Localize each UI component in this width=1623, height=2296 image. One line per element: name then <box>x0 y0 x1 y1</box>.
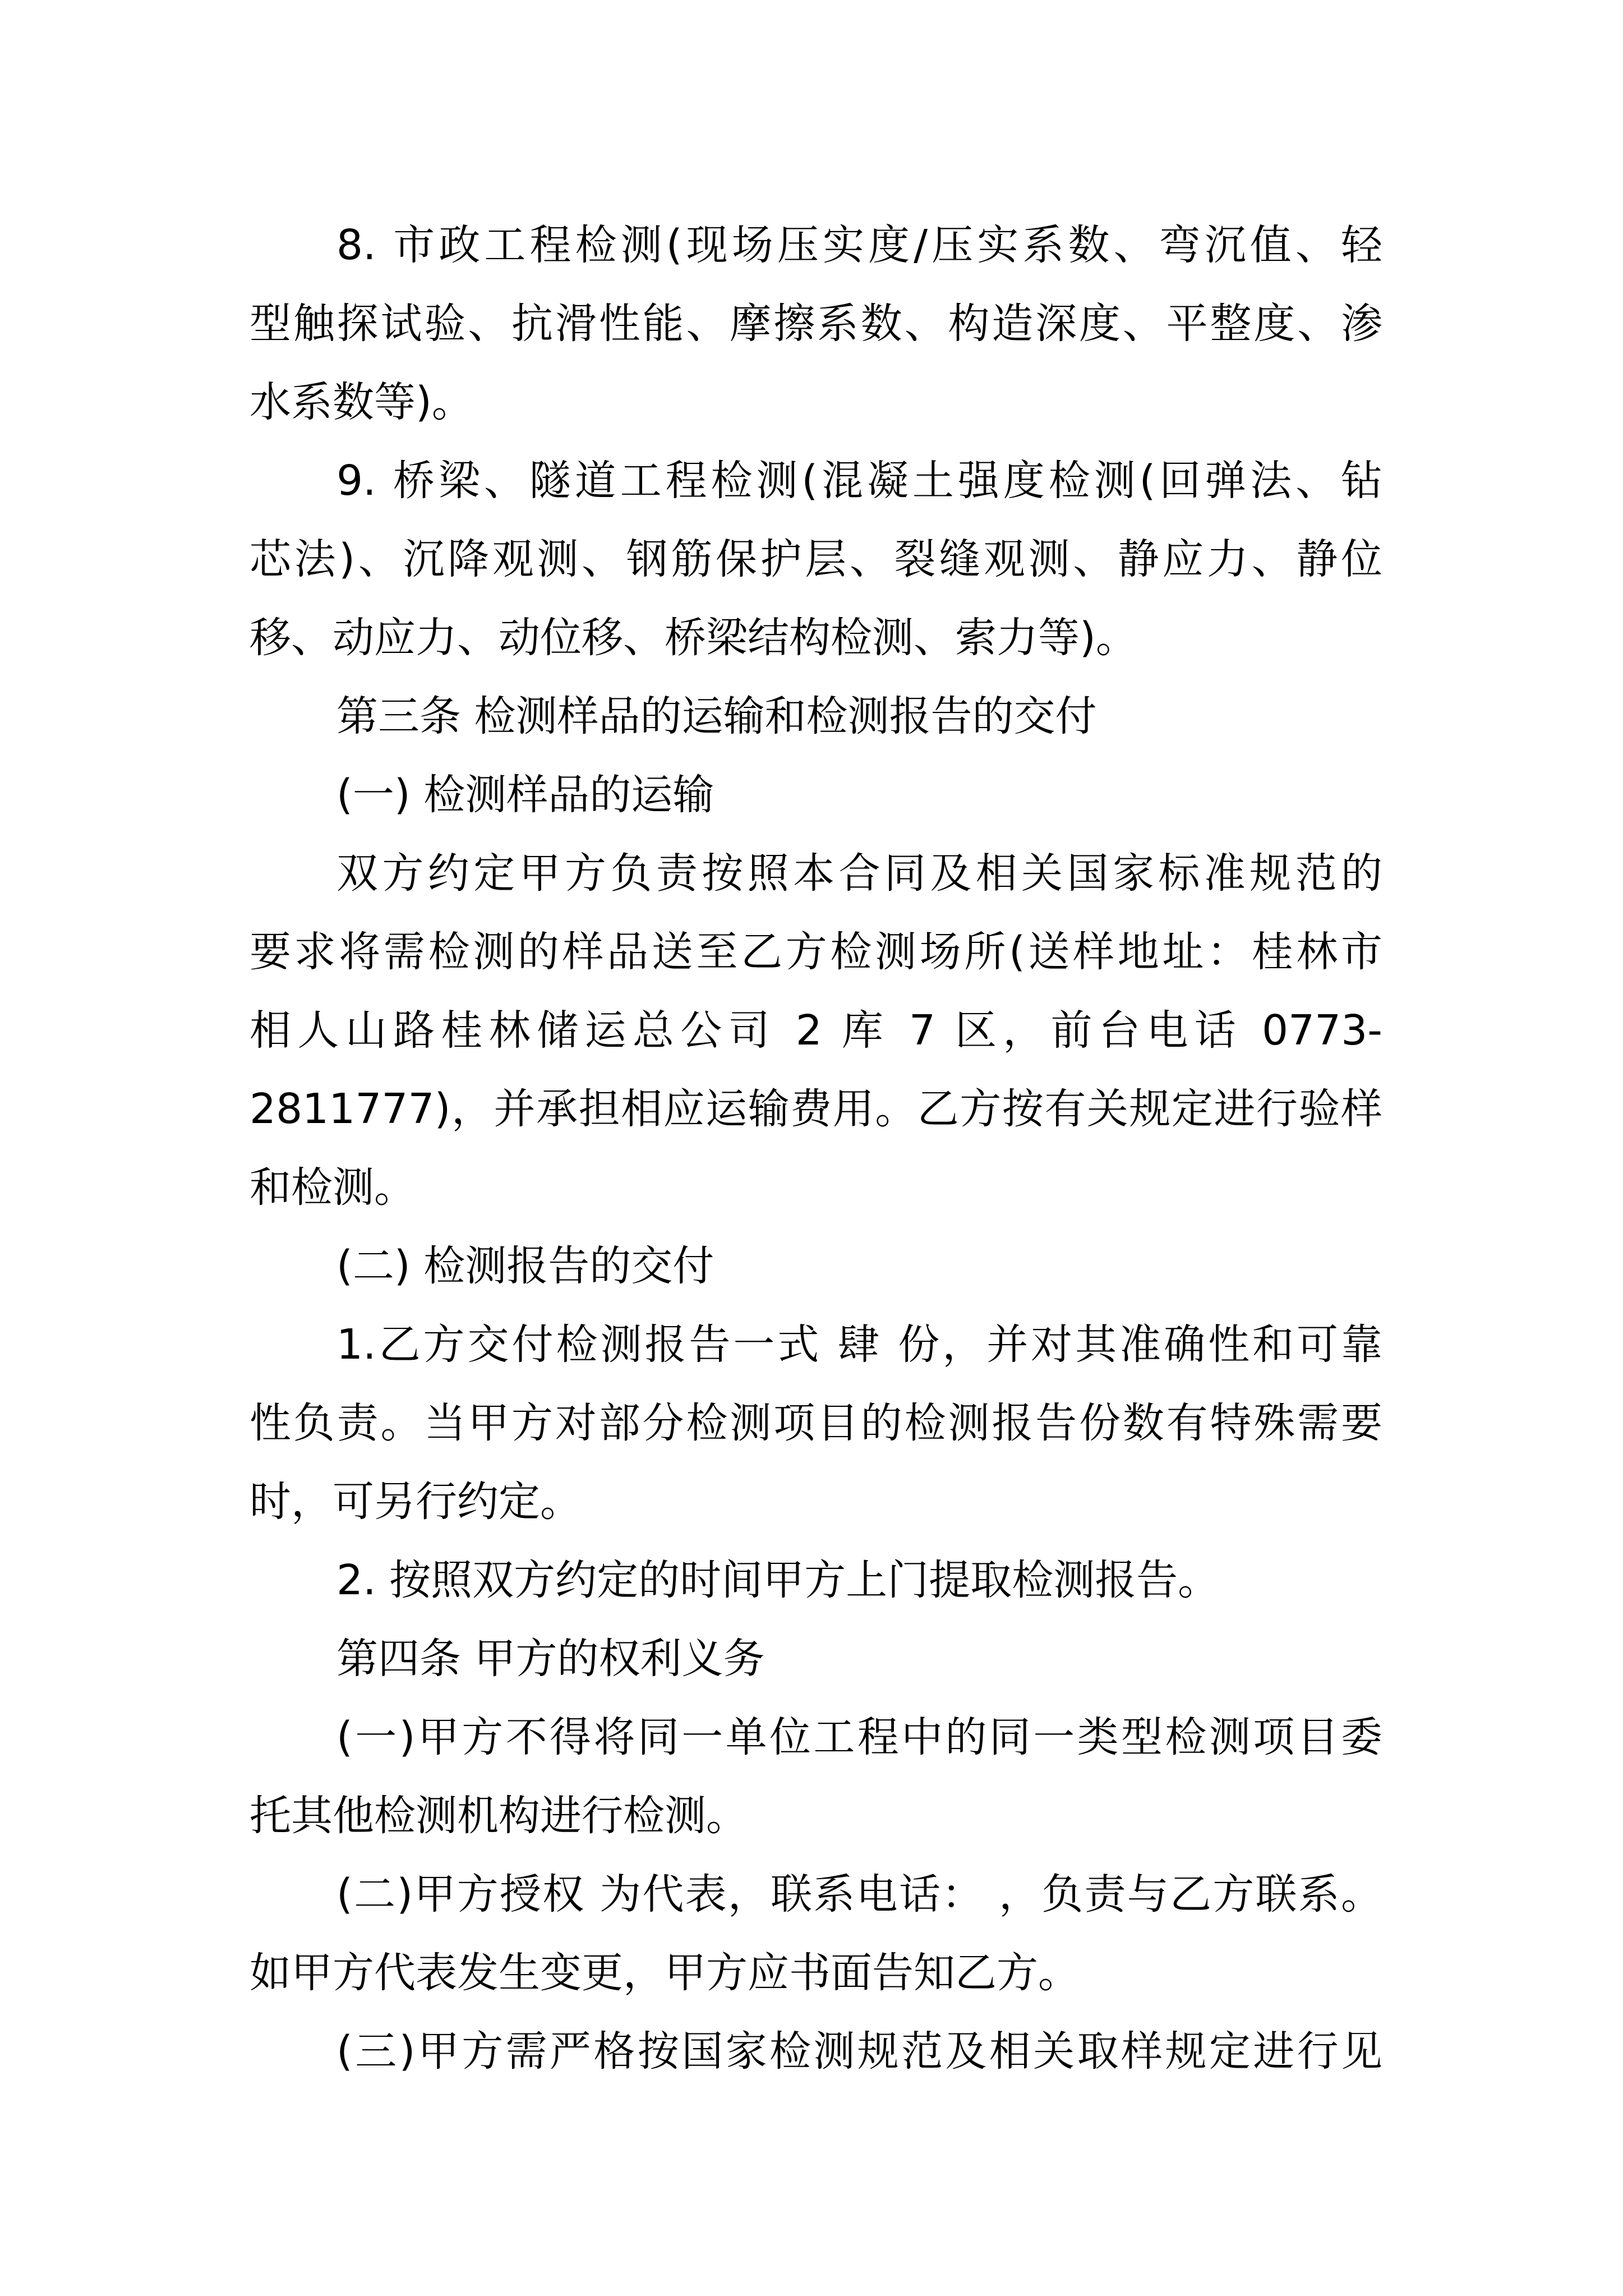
text-line-duty-2-part1: (二)甲方授权 为代表，联系电话： ，负责与乙方联系。 <box>336 1870 1382 1918</box>
text-line-duty-2-part2: 如甲方代表发生变更，甲方应书面告知乙方。 <box>250 1949 1080 1997</box>
text-line-transport-part2: 要求将需检测的样品送至乙方检测场所(送样地址：桂林市 <box>250 928 1382 976</box>
text-line-report-1-part1: 1.乙方交付检测报告一式 肆 份，并对其准确性和可靠 <box>336 1320 1382 1369</box>
section-3-1-heading: (一) 检测样品的运输 <box>336 771 714 819</box>
text-line-duty-3-part1: (三)甲方需严格按国家检测规范及相关取样规定进行见 <box>336 2027 1382 2076</box>
text-line-report-1-part3: 时，可另行约定。 <box>250 1478 582 1526</box>
text-line-item9-part2: 芯法)、沉降观测、钢筋保护层、裂缝观测、静应力、静位 <box>250 535 1382 583</box>
text-line-item8-part1: 8. 市政工程检测(现场压实度/压实系数、弯沉值、轻 <box>336 221 1382 269</box>
text-line-transport-part1: 双方约定甲方负责按照本合同及相关国家标准规范的 <box>336 849 1382 898</box>
section-3-2-heading: (二) 检测报告的交付 <box>336 1242 714 1290</box>
text-line-transport-part4: 2811777)，并承担相应运输费用。乙方按有关规定进行验样 <box>250 1085 1382 1133</box>
text-line-report-2: 2. 按照双方约定的时间甲方上门提取检测报告。 <box>336 1556 1220 1604</box>
text-line-transport-part3: 相人山路桂林储运总公司 2 库 7 区，前台电话 0773- <box>250 1006 1382 1055</box>
text-line-report-1-part2: 性负责。当甲方对部分检测项目的检测报告份数有特殊需要 <box>250 1399 1382 1447</box>
text-line-item9-part3: 移、动应力、动位移、桥梁结构检测、索力等)。 <box>250 614 1137 662</box>
text-line-item9-part1: 9. 桥梁、隧道工程检测(混凝土强度检测(回弹法、钻 <box>336 457 1382 505</box>
text-line-duty-1-part2: 托其他检测机构进行检测。 <box>250 1792 748 1840</box>
text-line-transport-part5: 和检测。 <box>250 1163 416 1212</box>
text-line-item8-part3: 水系数等)。 <box>250 378 473 426</box>
text-line-duty-1-part1: (一)甲方不得将同一单位工程中的同一类型检测项目委 <box>336 1713 1382 1761</box>
article-4-heading: 第四条 甲方的权利义务 <box>336 1635 765 1683</box>
article-3-heading: 第三条 检测样品的运输和检测报告的交付 <box>336 692 1097 740</box>
text-line-item8-part2: 型触探试验、抗滑性能、摩擦系数、构造深度、平整度、渗 <box>250 300 1382 348</box>
